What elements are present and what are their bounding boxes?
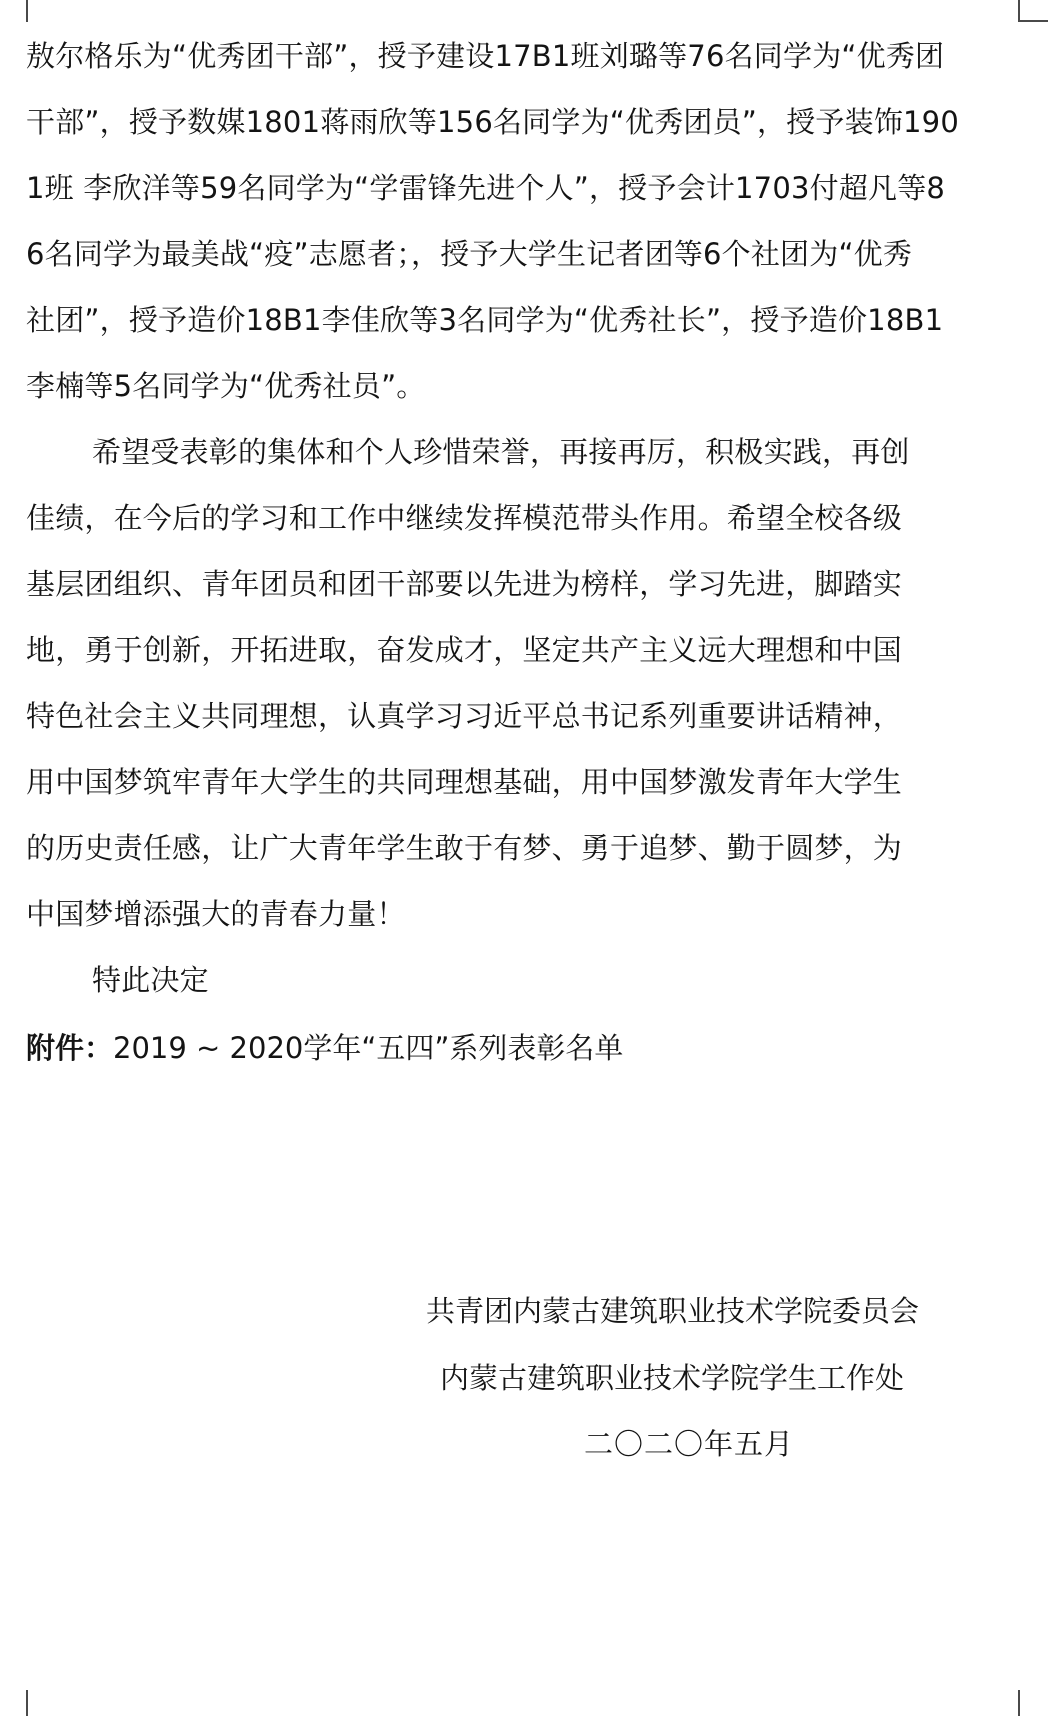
- signature-org-1: 共青团内蒙古建筑职业技术学院委员会: [426, 1294, 920, 1328]
- crop-mark-bottom-right: [1018, 1690, 1020, 1716]
- body-line: 李楠等5名同学为“优秀社员”。: [26, 369, 426, 403]
- body-line: 敖尔格乐为“优秀团干部”，授予建设17B1班刘璐等76名同学为“优秀团: [26, 39, 945, 73]
- body-line: 特色社会主义共同理想，认真学习习近平总书记系列重要讲话精神，: [26, 699, 903, 733]
- body-line: 6名同学为最美战“疫”志愿者；，授予大学生记者团等6个社团为“优秀: [26, 237, 913, 271]
- crop-mark-bottom-left: [26, 1690, 28, 1716]
- body-line: 的历史责任感，让广大青年学生敢于有梦、勇于追梦、勤于圆梦，为: [26, 831, 903, 865]
- body-line: 干部”，授予数媒1801蒋雨欣等156名同学为“优秀团员”，授予装饰190: [26, 105, 959, 139]
- attachment-line: [26, 1030, 623, 1066]
- body-line: 基层团组织、青年团员和团干部要以先进为榜样，学习先进，脚踏实: [26, 567, 903, 601]
- crop-mark-top-right-horizontal: [1018, 20, 1048, 22]
- body-line: 用中国梦筑牢青年大学生的共同理想基础，用中国梦激发青年大学生: [26, 765, 903, 799]
- attachment-text: 2019 ~ 2020学年“五四”系列表彰名单: [113, 1031, 624, 1065]
- body-line: 佳绩，在今后的学习和工作中继续发挥模范带头作用。希望全校各级: [26, 501, 903, 535]
- crop-mark-top-left: [26, 0, 28, 22]
- body-line: 地，勇于创新，开拓进取，奋发成才，坚定共产主义远大理想和中国: [26, 633, 903, 667]
- signature-org-2: 内蒙古建筑职业技术学院学生工作处: [440, 1361, 905, 1395]
- attachment-label: 附件：: [26, 1031, 114, 1065]
- crop-mark-top-right: [1018, 0, 1020, 22]
- decision-line: 特此决定: [92, 963, 209, 997]
- body-line: 中国梦增添强大的青春力量！: [26, 897, 406, 931]
- signature-date: 二〇二〇年五月: [584, 1427, 795, 1461]
- body-line: 社团”，授予造价18B1李佳欣等3名同学为“优秀社长”，授予造价18B1: [26, 303, 944, 337]
- body-line: 1班 李欣洋等59名同学为“学雷锋先进个人”，授予会计1703付超凡等8: [26, 171, 946, 205]
- body-line: 希望受表彰的集体和个人珍惜荣誉，再接再厉，积极实践，再创: [92, 435, 910, 469]
